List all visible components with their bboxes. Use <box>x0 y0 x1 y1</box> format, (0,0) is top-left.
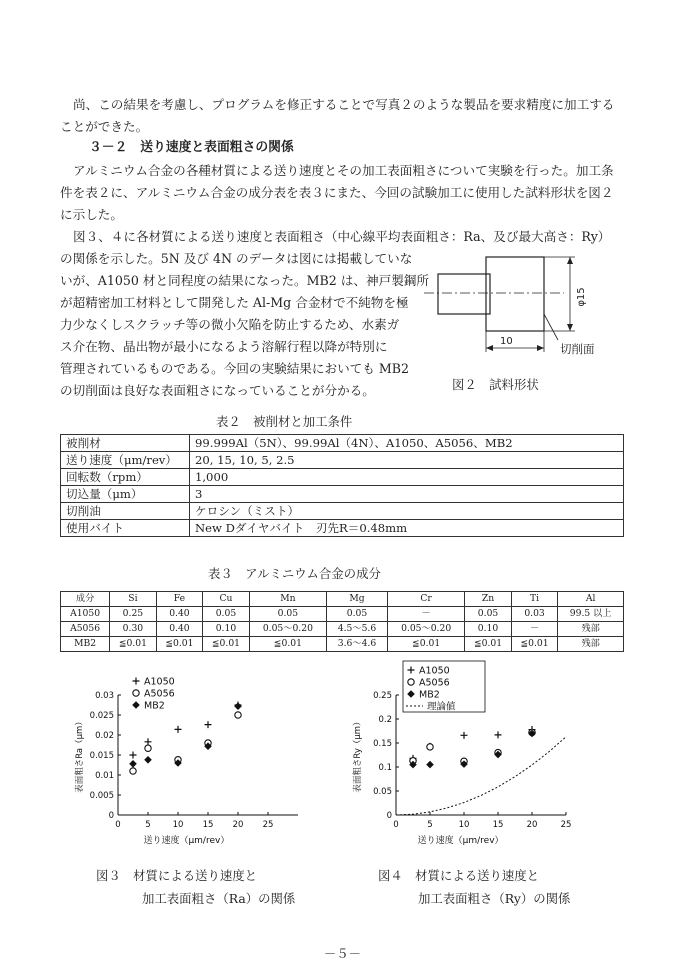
table-row <box>61 622 624 637</box>
table-row <box>61 435 624 452</box>
table-cell: MB2 <box>61 637 110 652</box>
legend-swatch <box>133 690 139 696</box>
table-cell: ≦0.01 <box>203 637 250 652</box>
table-cell: 切込量（μm） <box>61 486 190 503</box>
specimen-shaft <box>438 274 490 314</box>
data-point <box>461 732 468 739</box>
table-header-cell: Si <box>110 592 157 607</box>
data-point <box>175 726 182 733</box>
table-cell: A5056 <box>61 622 110 637</box>
table-cell: ≦0.01 <box>110 637 157 652</box>
table-cell: A1050 <box>61 607 110 622</box>
paragraph-2-line: の関係を示した。5N 及び 4N のデータは図には掲載していな <box>60 251 413 266</box>
table-cell: 0.40 <box>156 622 203 637</box>
table-cell: 0.03 <box>511 607 558 622</box>
table-cell: 4.5～5.6 <box>327 622 388 637</box>
data-point <box>145 738 152 745</box>
table-row <box>61 520 624 537</box>
table-cell: 使用バイト <box>61 520 190 537</box>
table-cell: 残部 <box>558 622 624 637</box>
series-理論値 <box>396 737 566 815</box>
data-point <box>205 721 212 728</box>
x-tick-label: 25 <box>262 820 274 830</box>
x-axis-label: 送り速度（μm/rev） <box>417 836 504 846</box>
table-cell: 99.999Al（5N）、99.99Al（4N）、A1050、A5056、MB2 <box>190 435 624 452</box>
table-3 <box>60 591 624 652</box>
fig4-caption-line: 加工表面粗さ（Ry）の関係 <box>418 891 571 906</box>
theory-line <box>396 737 566 815</box>
fig3-caption-line: 加工表面粗さ（Ra）の関係 <box>142 891 296 906</box>
table-cell: 送り速度（μm/rev） <box>61 452 190 469</box>
y-tick-label: 0 <box>108 811 114 821</box>
fig2-caption: 図２ 試料形状 <box>452 377 539 392</box>
table-cell: ≦0.01 <box>465 637 512 652</box>
table-cell: ≦0.01 <box>156 637 203 652</box>
y-tick-label: 0.25 <box>373 691 392 701</box>
table-header-cell: Zn <box>465 592 512 607</box>
leader-line <box>544 314 558 340</box>
table-row <box>61 503 624 520</box>
paragraph-2-line: が超精密加工材料として開発した Al-Mg 合金材で不純物を極 <box>60 295 409 310</box>
y-tick-label: 0.03 <box>95 691 114 701</box>
y-axis-label: 表面粗さRy（μm） <box>353 717 363 793</box>
series-A5056 <box>410 729 535 764</box>
table-cell: 3 <box>190 486 624 503</box>
table-cell: 0.05～0.20 <box>387 622 464 637</box>
table-2 <box>60 434 624 537</box>
table-cell: 0.05 <box>203 607 250 622</box>
x-tick-label: 20 <box>232 820 244 830</box>
intro-paragraph <box>60 94 626 138</box>
fig3-caption <box>96 864 295 910</box>
table-cell: ≦0.01 <box>511 637 558 652</box>
fig4-caption <box>378 864 570 910</box>
specimen-head <box>486 257 544 331</box>
table-row <box>61 452 624 469</box>
y-tick-label: 0.05 <box>373 787 392 797</box>
table-cell: 回転数（rpm） <box>61 469 190 486</box>
legend-label: A5056 <box>419 677 450 689</box>
table-cell: 0.10 <box>203 622 250 637</box>
data-point <box>427 744 433 750</box>
paragraph-2-line: の切削面は良好な表面粗さになっていることが分かる。 <box>60 383 375 398</box>
table-row <box>61 607 624 622</box>
dimension-diameter-label: φ15 <box>576 287 587 307</box>
table-cell: 0.05 <box>327 607 388 622</box>
table-header-cell: Mn <box>249 592 326 607</box>
data-point <box>145 745 151 751</box>
data-point <box>130 768 136 774</box>
table-header-cell: Mg <box>327 592 388 607</box>
y-tick-label: 0.2 <box>378 715 392 725</box>
series-MB2 <box>129 702 242 767</box>
y-tick-label: 0.005 <box>89 791 114 801</box>
paragraph-2-line: いが、A1050 材と同程度の結果になった。MB2 は、神戸製鋼所 <box>60 273 429 288</box>
table-cell: 0.10 <box>465 622 512 637</box>
table-cell: ケロシン（ミスト） <box>190 503 624 520</box>
table-header-cell: Al <box>558 592 624 607</box>
legend-label: A1050 <box>144 676 175 688</box>
paragraph-2-line: 力少なくしスクラッチ等の微小欠陥を防止するため、水素ガ <box>60 317 400 332</box>
x-axis-label: 送り速度（μm/rev） <box>143 836 230 846</box>
table-cell: ≦0.01 <box>249 637 326 652</box>
table-cell: 0.30 <box>110 622 157 637</box>
x-tick-label: 10 <box>172 820 184 830</box>
x-tick-label: 15 <box>202 820 214 830</box>
table-header-cell: Cu <box>203 592 250 607</box>
table-cell: 0.25 <box>110 607 157 622</box>
paragraph-1 <box>60 160 626 226</box>
y-tick-label: 0.015 <box>89 751 114 761</box>
table-header-cell: Fe <box>156 592 203 607</box>
dimension-length-label: 10 <box>500 336 513 347</box>
x-tick-label: 5 <box>145 820 151 830</box>
legend-swatch <box>408 667 415 674</box>
table-row <box>61 637 624 652</box>
data-point <box>426 761 434 769</box>
legend-swatch <box>407 690 415 698</box>
paragraph-2-line: ス介在物、晶出物が最小になるよう溶解行程以降が特別に <box>60 339 388 354</box>
paragraph-2-lines <box>60 248 429 402</box>
y-axis-label: 表面粗さRa（μm） <box>75 717 85 793</box>
y-tick-label: 0.025 <box>89 711 114 721</box>
table-cell: 切削油 <box>61 503 190 520</box>
paragraph-2-line: 管理されているものである。今回の実験結果においても MB2 <box>60 361 410 376</box>
legend-swatch <box>408 679 414 685</box>
legend-swatch <box>132 701 140 709</box>
table-cell: 被削材 <box>61 435 190 452</box>
x-tick-label: 15 <box>492 820 504 830</box>
table-cell: ≦0.01 <box>387 637 464 652</box>
legend-label: MB2 <box>419 689 440 701</box>
table2-caption: 表２ 被削材と加工条件 <box>216 414 353 429</box>
table-header-cell: Ti <box>511 592 558 607</box>
cut-face-label: 切削面 <box>560 342 595 356</box>
data-point <box>130 752 137 759</box>
table-header-cell: Cr <box>387 592 464 607</box>
data-point <box>235 712 241 718</box>
legend-label: A1050 <box>419 665 450 677</box>
table-header-row <box>61 592 624 607</box>
fig4-caption-line: 図４ 材質による送り速度と <box>378 868 540 883</box>
table-cell: 0.05 <box>465 607 512 622</box>
table-cell: 99.5 以上 <box>558 607 624 622</box>
table-header-cell: 成分 <box>61 592 110 607</box>
series-A5056 <box>130 712 241 774</box>
table3-caption: 表３ アルミニウム合金の成分 <box>208 566 381 581</box>
legend-label: A5056 <box>144 688 175 700</box>
table-cell: － <box>511 622 558 637</box>
table-cell: 3.6～4.6 <box>327 637 388 652</box>
paragraph-2-first-line: 図３、４に各材質による送り速度と表面粗さ（中心線平均表面粗さ：Ra、及び最大高さ：Ry） <box>73 229 611 244</box>
intro-text: 尚、この結果を考慮し、プログラムを修正することで写真２のような製品を要求精度に加工することができた。 <box>60 97 615 134</box>
x-tick-label: 0 <box>115 820 121 830</box>
x-tick-label: 20 <box>526 820 538 830</box>
y-tick-label: 0.15 <box>373 739 392 749</box>
legend <box>403 661 485 713</box>
data-point <box>129 760 137 768</box>
legend-label: MB2 <box>144 700 165 712</box>
y-tick-label: 0 <box>386 811 392 821</box>
table-cell: 0.05 <box>249 607 326 622</box>
table-cell: 20, 15, 10, 5, 2.5 <box>190 452 624 469</box>
y-tick-label: 0.01 <box>95 771 114 781</box>
table-cell: New Dダイヤバイト 刃先R＝0.48mm <box>190 520 624 537</box>
y-tick-label: 0.1 <box>378 763 392 773</box>
ry-chart <box>340 660 600 850</box>
table-row <box>61 469 624 486</box>
legend-label: 理論値 <box>427 701 456 713</box>
legend-swatch <box>133 678 140 685</box>
table-cell: 0.05～0.20 <box>249 622 326 637</box>
ra-chart <box>58 665 323 850</box>
fig3-caption-line: 図３ 材質による送り速度と <box>96 868 258 883</box>
x-tick-label: 5 <box>427 820 433 830</box>
x-tick-label: 25 <box>560 820 572 830</box>
page-number: －５－ <box>323 946 362 961</box>
table-cell: 残部 <box>558 637 624 652</box>
data-point <box>495 731 502 738</box>
specimen-drawing <box>420 252 620 372</box>
table-row <box>61 486 624 503</box>
data-point <box>144 756 152 764</box>
x-tick-label: 0 <box>393 820 399 830</box>
table-cell: 0.40 <box>156 607 203 622</box>
y-tick-label: 0.02 <box>95 731 114 741</box>
table-cell: 1,000 <box>190 469 624 486</box>
x-tick-label: 10 <box>458 820 470 830</box>
paragraph-1-text: アルミニウム合金の各種材質による送り速度とその加工表面粗さについて実験を行った。加工条件を表２に、アルミニウム合金の成分表を表３にまた、今回の試験加工に使用した試料形状を図２に示した。 <box>60 163 614 222</box>
table-cell: － <box>387 607 464 622</box>
legend <box>132 677 174 712</box>
section-heading: ３－２ 送り速度と表面粗さの関係 <box>89 140 294 155</box>
data-point <box>234 702 242 710</box>
